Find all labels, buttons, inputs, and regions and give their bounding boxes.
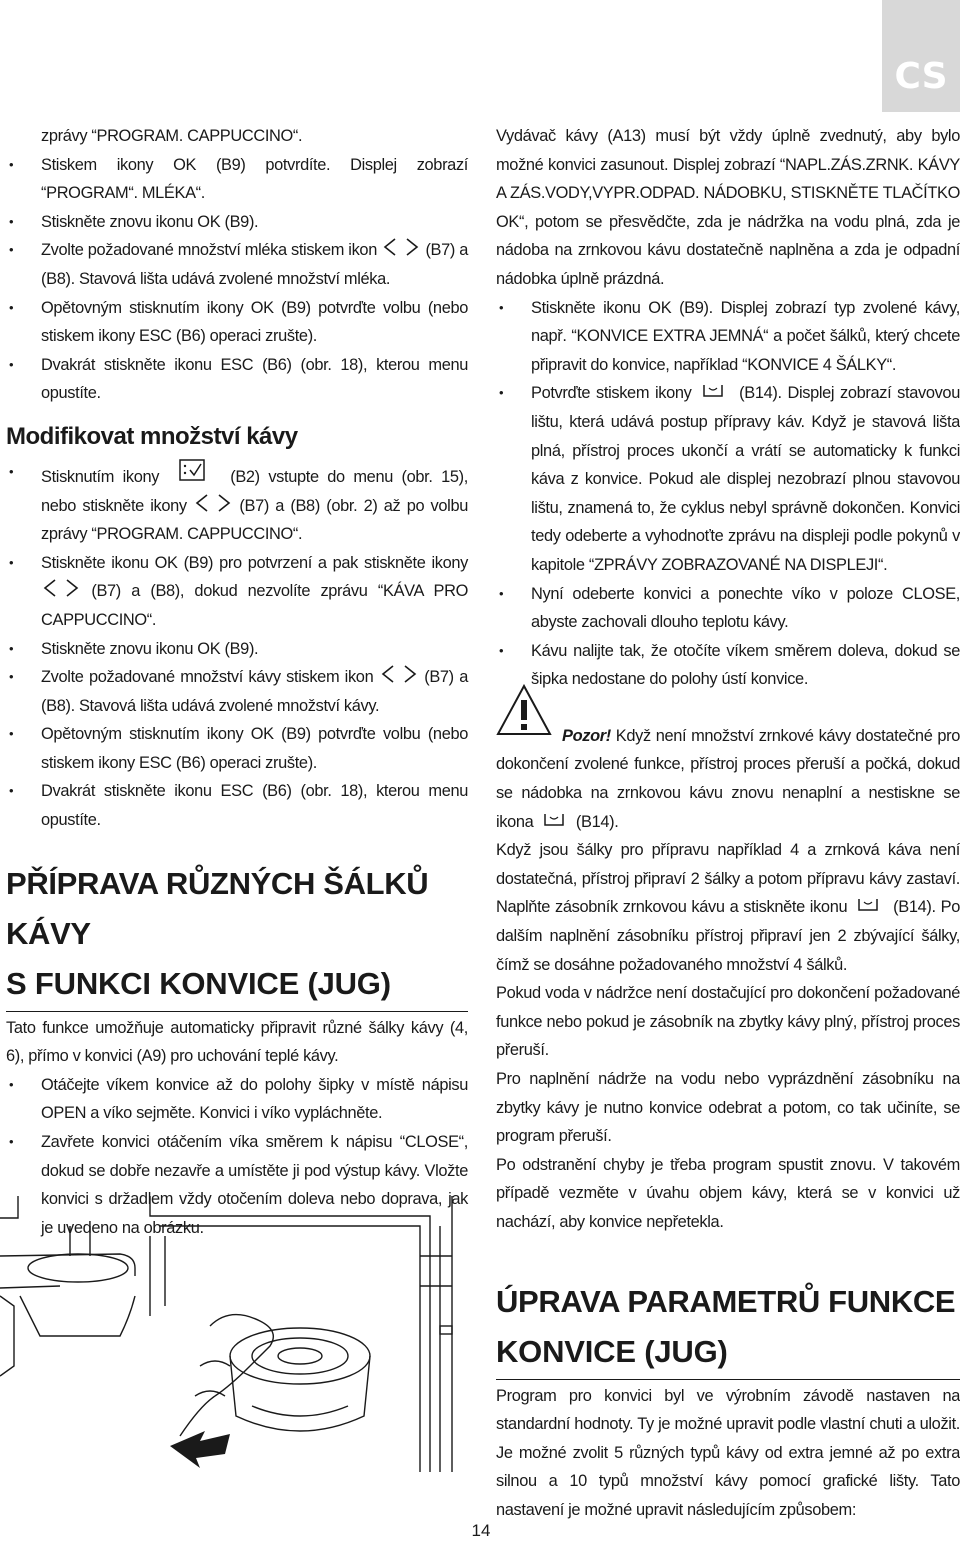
text: (B14). Po dalším naplnění zásobníku přístroj připraví jen 2 zbývající šálky, čímž se dosáhne požadovaného množství 4 šálků. <box>496 898 960 974</box>
text: Zvolte požadované množství kávy stiskem ikon <box>41 668 374 687</box>
coffee-machine-jug-illustration <box>0 1196 470 1472</box>
arrow-icon <box>170 1431 230 1468</box>
paragraph: Pro naplnění nádrže na vodu nebo vyprázdnění zásobníku na zbytky kávy je nutno konvice odebrat a potom, co tak učiníte, se program přeruší. <box>496 1070 960 1146</box>
menu-check-icon <box>178 458 208 484</box>
warning-paragraph <box>496 722 960 836</box>
list-item: • Stiskem ikony OK (B9) potvrdíte. Displej zobrazí “PROGRAM“. MLÉKA“. <box>6 151 468 208</box>
section-title-line: KONVICE (JUG) <box>496 1327 960 1380</box>
cup-icon <box>701 382 725 400</box>
right-column <box>496 122 960 1525</box>
list-item <box>6 236 468 293</box>
list-item: • Stiskněte znovu ikonu OK (B9). <box>6 635 468 664</box>
text: (B7) a (B8). Stavová lišta udává zvolené množství kávy. <box>41 668 468 715</box>
page-number: 14 <box>471 1521 491 1540</box>
text: (B7) a (B8), dokud nezvolíte zprávu “KÁVA PRO CAPPUCCINO“. <box>41 582 468 629</box>
list-item: • Opětovným stisknutím ikony OK (B9) potvrďte volbu (nebo stiskem ikony ESC (B6) operaci zrušte). <box>6 294 468 351</box>
coffee-steps-list <box>6 458 468 835</box>
list-item: • Otáčejte víkem konvice až do polohy šipky v místě nápisu OPEN a víko sejměte. Konvici i víko vypláchněte. <box>6 1071 468 1128</box>
list-item: • Kávu nalijte tak, že otočíte víkem směrem doleva, dokud se šipka nedostane do polohy ústí konvice. <box>496 637 960 694</box>
paragraph: Program pro konvici byl ve výrobním závodě nastaven na standardní hodnoty. Ty je možné upravit podle vlastní chuti a uložit. Je možné zvolit 5 různých typů kávy od extra jemné až po extra silnou a 10 typů množství kávy pomocí grafické lišty. Tato nastavení je možné upravit následujícím způsobem: <box>496 1386 960 1519</box>
section-title-line: S FUNKCI KONVICE (JUG) <box>6 959 468 1012</box>
list-item <box>6 458 468 549</box>
warning-label: Pozor! <box>562 726 611 745</box>
list-item <box>6 549 468 635</box>
section-title-line: ÚPRAVA PARAMETRŮ FUNKCE <box>496 1283 956 1319</box>
list-item: • Stiskněte znovu ikonu OK (B9). <box>6 208 468 237</box>
list-item: • Dvakrát stiskněte ikonu ESC (B6) (obr. 18), kterou menu opustíte. <box>6 777 468 834</box>
list-item: • Zavřete konvici otáčením víka směrem k nápisu “CLOSE“, dokud se dobře nezavře a umístěte ji pod výstup kávy. Vložte konvici s držadlem vždy otočením doleva nebo doprava, jak je uvedeno na obrázku. <box>6 1128 468 1242</box>
paragraph: Pokud voda v nádržce není dostačující pro dokončení požadované funkce nebo pokud je zásobník na zbytky kávy plný, přístroj proces přeruší. <box>496 984 960 1060</box>
text: Stiskněte ikonu OK (B9) pro potvrzení a pak stiskněte ikony <box>41 553 468 572</box>
arrows-left-right-icon <box>381 237 421 257</box>
intro-continuation: zprávy “PROGRAM. CAPPUCCINO“. <box>41 127 303 145</box>
arrows-left-right-icon <box>41 578 81 598</box>
cup-icon <box>856 896 880 914</box>
text: (B14). <box>575 812 619 831</box>
text: Stisknutím ikony <box>41 467 160 486</box>
text: (B2) vstupte do menu (obr. 15), nebo stiskněte ikony <box>41 467 468 515</box>
list-item <box>6 663 468 720</box>
text: Když jsou šálky pro přípravu například 4 a zrnková káva není dostatečná, přístroj připraví 2 šálky a potom přípravu kávy zastaví. Naplňte zásobník zrnkovou kávu a stiskněte ikonu <box>496 841 960 917</box>
text: Potvrďte stiskem ikony <box>531 384 692 403</box>
list-item <box>496 379 960 579</box>
jug-operation-list <box>496 294 960 694</box>
text: (B14). Displej zobrazí stavovou lištu, která udává postup přípravy káv. Když je stavová lišta plná, přístroj proces ukončí a vrátí se automaticky k funkci káva z konvice. Pokud ale displej nezobrazí plnou stavovou lištu, znamená to, že cyklus nebyl správně dokončen. Konvici tedy odeberte a vyhodnoťte zprávu na displeji podle pokynů v kapitole “ZPRÁVY ZOBRAZOVANÉ NA DISPLEJI“. <box>531 384 960 574</box>
milk-steps-list <box>6 151 468 408</box>
list-item: • Opětovným stisknutím ikony OK (B9) potvrďte volbu (nebo stiskem ikony ESC (B6) operaci zrušte). <box>6 720 468 777</box>
language-tab: CS <box>882 0 960 112</box>
cup-icon <box>542 811 566 829</box>
paragraph: Po odstranění chyby je třeba program spustit znovu. V takovém případě vezměte v úvahu objem kávy, která se v konvici už nachází, aby konvice nepřetekla. <box>496 1155 960 1231</box>
list-item: • Stiskněte ikonu OK (B9). Displej zobrazí typ zvolené kávy, např. “KONVICE EXTRA JEMNÁ“ a počet šálků, který chcete připravit do konvice, například “KONVICE 4 ŠÁLKY“. <box>496 294 960 380</box>
arrows-left-right-icon <box>379 664 419 684</box>
text: (B7) a (B8). Stavová lišta udává zvolené množství mléka. <box>41 241 468 288</box>
section-heading-params <box>496 1277 960 1380</box>
list-item: • Dvakrát stiskněte ikonu ESC (B6) (obr. 18), kterou menu opustíte. <box>6 351 468 408</box>
text: (B7) a (B8) (obr. 2) až po volbu zprávy “PROGRAM. CAPPUCCINO“. <box>41 496 468 544</box>
warning-triangle-icon <box>496 684 552 736</box>
subheading-modify-coffee: Modifikovat množství kávy <box>6 422 298 450</box>
list-item: • Nyní odeberte konvici a ponechte víko v poloze CLOSE, abyste zachovali dlouho teplotu kávy. <box>496 580 960 637</box>
jug-intro: Tato funkce umožňuje automaticky připravit různé šálky kávy (4, 6), přímo v konvici (A9) pro uchování teplé kávy. <box>6 1018 468 1066</box>
section-heading-jug <box>6 859 468 1012</box>
paragraph: Vydávač kávy (A13) musí být vždy úplně zvednutý, aby bylo možné konvici zasunout. Displej zobrazí “NAPL.ZÁS.ZRNK. KÁVY A ZÁS.VODY,VYPR.ODPAD. NÁDOBKU, STISKNĚTE TLAČÍTKO OK“, potom se přesvědčte, zda je nádržka na vodu plná, zda je nádoba na zrnkovou kávu dostatečně naplněna a zda je odpadní nádobka úplně prázdná. <box>496 127 960 288</box>
left-column <box>6 122 468 1242</box>
paragraph <box>496 836 960 979</box>
section-title-line: PŘÍPRAVA RŮZNÝCH ŠÁLKŮ KÁVY <box>6 865 429 951</box>
text: Zvolte požadované množství mléka stiskem ikon <box>41 241 377 260</box>
text: Když není množství zrnkové kávy dostatečné pro dokončení zvolené funkce, přístroj proces přeruší a počká, dokud se nádobka na zrnkovou kávu znovu nenaplní a nestiskne se ikona <box>496 726 960 831</box>
arrows-left-right-icon <box>193 493 233 513</box>
